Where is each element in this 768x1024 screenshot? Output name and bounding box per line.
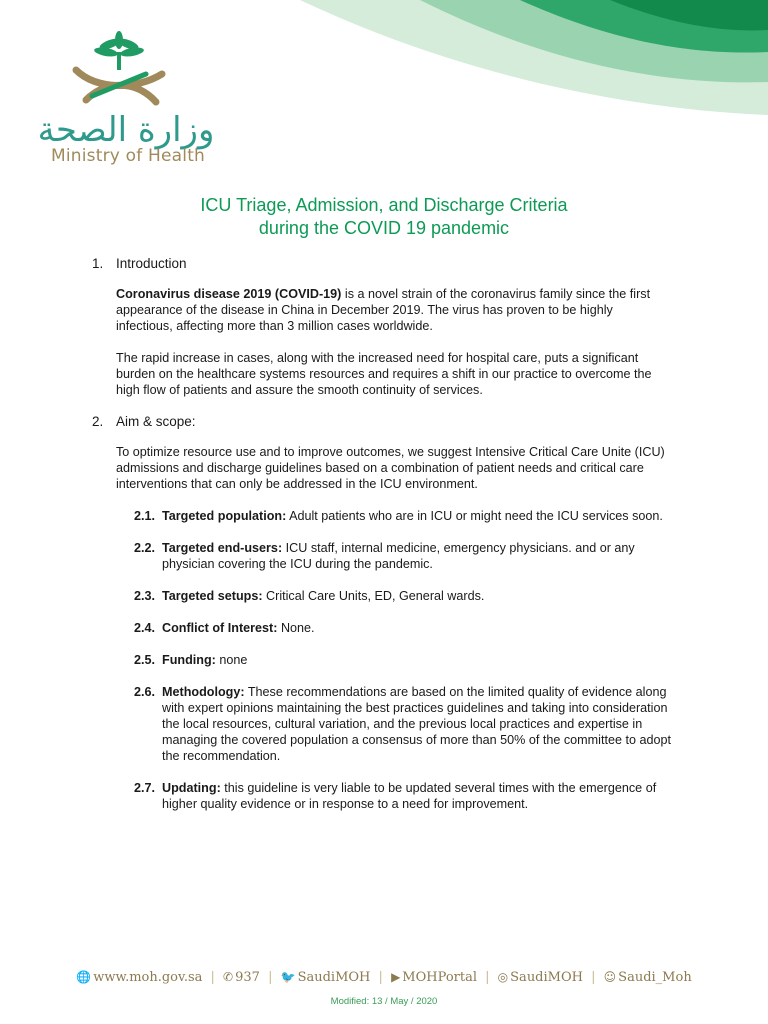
item-number: 2.5.	[134, 653, 156, 667]
list-item	[134, 780, 672, 812]
youtube-handle[interactable]: MOHPortal	[402, 970, 477, 985]
section-number: 1.	[92, 256, 104, 271]
divider: |	[378, 970, 383, 985]
item-number: 2.4.	[134, 621, 156, 635]
website-link[interactable]: www.moh.gov.sa	[93, 970, 203, 985]
intro-paragraph-2: The rapid increase in cases, along with the increased need for hospital care, puts a significant burden on the healthcare systems resources and requires a shift in our practice to overcome the high flow of patients and assure the smooth continuity of services.	[116, 351, 652, 397]
item-text	[162, 588, 672, 604]
instagram-icon: ◎	[497, 970, 509, 984]
item-number: 2.1.	[134, 509, 156, 523]
phone-number[interactable]: 937	[235, 970, 260, 985]
item-number: 2.2.	[134, 541, 156, 555]
item-body: ICU staff, internal medicine, emergency physicians. and or any physician covering the ICU during the pandemic.	[162, 541, 635, 571]
item-body: None.	[277, 621, 315, 635]
aim-paragraph: To optimize resource use and to improve outcomes, we suggest Intensive Critical Care Unite (ICU) admissions and discharge guidelines based on a combination of patient needs and critical care interventions that can only be addressed in the ICU environment.	[116, 445, 665, 491]
logo-english-text: Ministry of Health	[50, 146, 206, 166]
modified-date: Modified: 13 / May / 2020	[330, 996, 438, 1007]
snapchat-handle[interactable]: Saudi_Moh	[618, 970, 692, 985]
section-title: Aim & scope:	[116, 414, 196, 429]
item-text	[162, 508, 672, 524]
item-body: this guideline is very liable to be updated several times with the emergence of higher quality evidence or in response to a need for improvement.	[162, 781, 657, 811]
footer-contacts	[0, 970, 768, 985]
item-text	[162, 540, 672, 572]
divider: |	[268, 970, 273, 985]
item-label: Updating:	[162, 781, 221, 795]
document-body	[92, 256, 672, 828]
item-label: Targeted setups:	[162, 589, 263, 603]
twitter-handle[interactable]: SaudiMOH	[297, 970, 371, 985]
list-item	[134, 652, 672, 668]
item-body: none	[215, 653, 248, 667]
youtube-icon: ▶	[391, 970, 401, 984]
phone-icon: ✆	[223, 970, 234, 984]
document-title	[0, 194, 768, 240]
list-item	[134, 588, 672, 604]
snapchat-icon: ☺	[603, 970, 617, 984]
item-body: These recommendations are based on the limited quality of evidence along with expert opinions maintaining the best practices guidelines and taking into consideration the local resources, cultural variation, and the previous local practices and expertise in managing the covered population a consensus of more than 50% of the committee to adopt the recommendation.	[162, 685, 671, 763]
item-label: Targeted end-users:	[162, 541, 283, 555]
list-item	[134, 684, 672, 764]
section-1-heading	[92, 256, 672, 272]
item-text	[162, 780, 672, 812]
divider: |	[485, 970, 490, 985]
item-body: Adult patients who are in ICU or might need the ICU services soon.	[286, 509, 663, 523]
item-text	[162, 684, 672, 764]
item-text	[162, 652, 672, 668]
list-item	[134, 540, 672, 572]
twitter-icon: 🐦	[280, 970, 296, 984]
item-number: 2.6.	[134, 685, 156, 699]
term-covid: Coronavirus disease 2019 (COVID-19)	[116, 287, 342, 301]
item-number: 2.3.	[134, 589, 156, 603]
list-item	[134, 508, 672, 524]
title-line-1: ICU Triage, Admission, and Discharge Criteria	[200, 195, 568, 215]
item-label: Funding:	[162, 653, 216, 667]
section-title: Introduction	[116, 256, 187, 271]
intro-paragraph-1	[116, 286, 672, 334]
item-label: Conflict of Interest:	[162, 621, 278, 635]
divider: |	[210, 970, 215, 985]
item-label: Methodology:	[162, 685, 245, 699]
title-line-2: during the COVID 19 pandemic	[258, 218, 510, 238]
item-number: 2.7.	[134, 781, 156, 795]
section-2-heading	[92, 414, 672, 430]
logo-arabic-text: وزارة الصحة	[37, 110, 215, 150]
item-label: Targeted population:	[162, 509, 287, 523]
instagram-handle[interactable]: SaudiMOH	[510, 970, 583, 985]
list-item	[134, 620, 672, 636]
divider: |	[591, 970, 596, 985]
section-number: 2.	[92, 414, 104, 429]
globe-icon: 🌐	[76, 970, 92, 984]
item-text	[162, 620, 672, 636]
paragraph-text: is a novel strain of the coronavirus family since the first appearance of the disease in China in December 2019. The virus has proven to be highly infectious, affecting more than 3 million cases worldwide.	[116, 287, 651, 333]
item-body: Critical Care Units, ED, General wards.	[262, 589, 485, 603]
